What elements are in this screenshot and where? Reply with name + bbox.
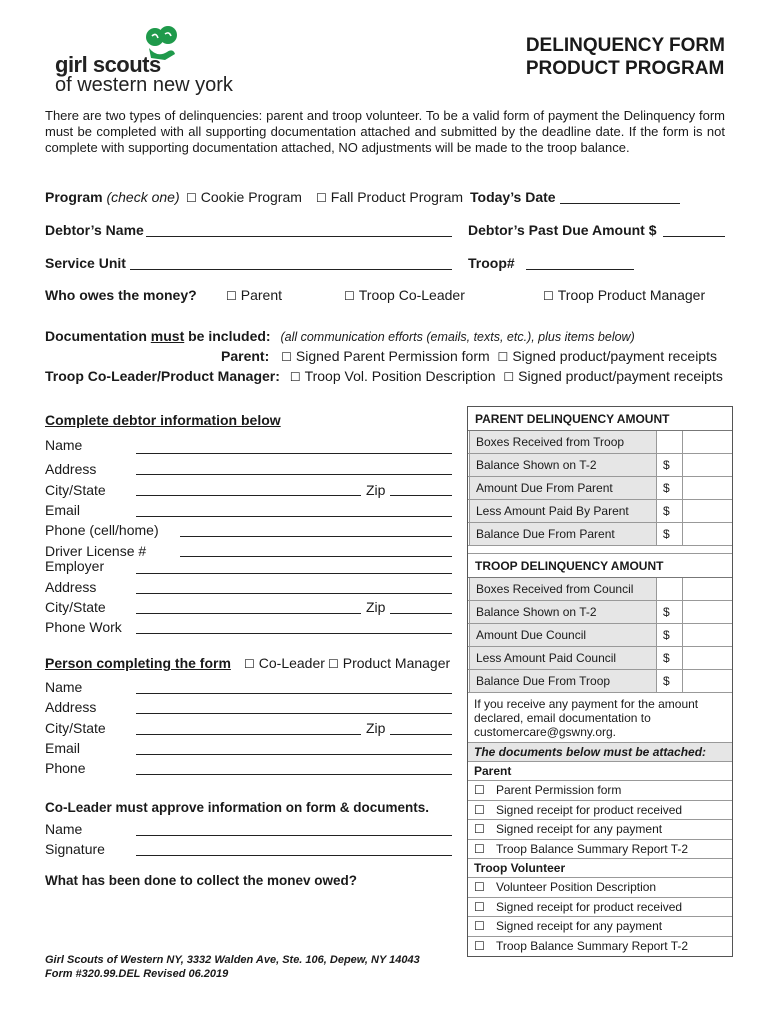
debtor-address-input[interactable] xyxy=(136,474,452,475)
person-zip-label: Zip xyxy=(366,720,386,736)
debtor-field-emp-address: Address xyxy=(45,579,97,595)
troop-number-field[interactable] xyxy=(526,269,634,270)
table-row: Amount Due From Parent $ xyxy=(468,477,732,500)
checkbox-icon[interactable]: ☐ xyxy=(474,802,485,817)
list-item[interactable]: ☐ Signed receipt for product received xyxy=(468,898,732,918)
program-row xyxy=(45,189,180,205)
debtor-email-input[interactable] xyxy=(136,516,452,517)
debtor-field-employer: Employer xyxy=(45,558,105,574)
troop-number-label: Troop# xyxy=(468,255,515,271)
debtor-emp-zip-input[interactable] xyxy=(390,613,452,614)
list-item[interactable]: ☐ Troop Balance Summary Report T-2 xyxy=(468,937,732,957)
approve-heading: Co-Leader must approve information on form & documents. xyxy=(45,800,430,815)
debtor-emp-citystate-input[interactable] xyxy=(136,613,361,614)
checkbox-icon[interactable]: ☐ xyxy=(344,289,355,303)
checkbox-icon[interactable]: ☐ xyxy=(503,370,515,384)
debtor-field-license: Driver License # xyxy=(45,543,147,559)
amount-cell[interactable]: $ xyxy=(657,670,683,692)
debtor-field-name: Name xyxy=(45,437,83,453)
debtor-phone-input[interactable] xyxy=(180,536,452,537)
debtor-field-phone: Phone (cell/home) xyxy=(45,522,159,538)
parent-table-header: PARENT DELINQUENCY AMOUNT xyxy=(468,407,732,431)
todays-date-field[interactable] xyxy=(560,203,680,204)
owes-opt-coleader[interactable]: ☐ Troop Co-Leader xyxy=(344,287,465,303)
intro-paragraph: There are two types of delinquencies: parent and troop volunteer. To be a valid form of payment the Delinquency form must be completed with all supporting documentation attached and submitted by the deadline date. If the form is not complete with supporting documentation attached, NO adjustments will be made to the troop balance. xyxy=(45,108,725,155)
amount-cell[interactable]: $ xyxy=(657,500,683,522)
person-field-citystate: City/State xyxy=(45,720,106,736)
checkbox-icon[interactable]: ☐ xyxy=(328,657,339,671)
amount-cell[interactable] xyxy=(657,431,683,453)
person-citystate-input[interactable] xyxy=(136,734,361,735)
table-row: Boxes Received from Council xyxy=(468,578,732,601)
debtor-citystate-input[interactable] xyxy=(136,495,361,496)
approve-field-name: Name xyxy=(45,821,83,837)
footer-form-number: Form #320.99.DEL Revised 06.2019 xyxy=(45,968,229,980)
person-zip-input[interactable] xyxy=(390,734,452,735)
checkbox-icon[interactable]: ☐ xyxy=(474,880,485,894)
person-email-input[interactable] xyxy=(136,754,452,755)
debtor-name-input[interactable] xyxy=(136,453,452,454)
program-label: Program xyxy=(45,189,103,205)
debtor-field-phone-work: Phone Work xyxy=(45,619,122,635)
debtor-amount-label: Debtor’s Past Due Amount $ xyxy=(468,222,657,238)
checkbox-icon[interactable]: ☐ xyxy=(474,783,485,797)
gs-logo xyxy=(55,24,255,96)
person-field-email: Email xyxy=(45,740,81,756)
amount-cell[interactable]: $ xyxy=(657,601,683,623)
person-heading: Person completing the form xyxy=(45,655,231,671)
list-item[interactable]: ☐ Signed receipt for product received xyxy=(468,801,732,821)
attach-parent-heading: Parent xyxy=(468,762,732,781)
checkbox-icon[interactable]: ☐ xyxy=(244,657,255,671)
amount-cell[interactable]: $ xyxy=(657,454,683,476)
person-opt-coleader[interactable]: ☐ Co-Leader xyxy=(244,655,325,671)
amount-cell[interactable] xyxy=(657,578,683,600)
checkbox-icon[interactable]: ☐ xyxy=(497,350,509,364)
collect-heading: What has been done to collect the monev owed? xyxy=(45,873,358,888)
title-line2: PRODUCT PROGRAM xyxy=(525,58,725,79)
program-opt-cookie[interactable]: ☐ Cookie Program xyxy=(186,189,302,205)
owes-opt-product-manager[interactable]: ☐ Troop Product Manager xyxy=(543,287,706,303)
checkbox-icon[interactable]: ☐ xyxy=(186,191,197,205)
debtor-field-emp-citystate: City/State xyxy=(45,599,106,615)
person-opt-product-manager[interactable]: ☐ Product Manager xyxy=(328,655,451,671)
list-item[interactable]: ☐ Volunteer Position Description xyxy=(468,878,732,898)
troop-table-header: TROOP DELINQUENCY AMOUNT xyxy=(468,554,732,578)
delinquency-table xyxy=(467,406,733,957)
program-hint: (check one) xyxy=(106,189,180,205)
debtor-amount-field[interactable] xyxy=(663,236,725,237)
debtor-field-email: Email xyxy=(45,502,81,518)
table-row: Balance Due From Parent $ xyxy=(468,523,732,546)
person-name-input[interactable] xyxy=(136,693,452,694)
docs-troop-row: Troop Co-Leader/Product Manager: ☐ Troop Vol. Position Description ☐ Signed product/payment receipts xyxy=(45,368,723,384)
debtor-phone-work-input[interactable] xyxy=(136,633,452,634)
debtor-emp-address-input[interactable] xyxy=(136,593,452,594)
approve-field-signature: Signature xyxy=(45,841,105,857)
list-item[interactable]: ☐ Signed receipt for any payment xyxy=(468,917,732,937)
checkbox-icon[interactable]: ☐ xyxy=(474,899,485,914)
who-owes-label: Who owes the money? xyxy=(45,287,197,303)
person-field-phone: Phone xyxy=(45,760,86,776)
amount-cell[interactable]: $ xyxy=(657,523,683,545)
person-field-address: Address xyxy=(45,699,97,715)
checkbox-icon[interactable]: ☐ xyxy=(543,289,554,303)
service-unit-label: Service Unit xyxy=(45,255,126,271)
documentation-row: Documentation must be included: (all communication efforts (emails, texts, etc.), plus items below) xyxy=(45,328,635,344)
debtor-zip-label: Zip xyxy=(366,482,386,498)
debtor-field-address: Address xyxy=(45,461,97,477)
checkbox-icon[interactable]: ☐ xyxy=(289,370,301,384)
logo-text-line2: of western new york xyxy=(55,74,233,96)
form-title xyxy=(526,34,725,80)
debtor-info-heading: Complete debtor information below xyxy=(45,412,281,428)
logo-text-line1: girl scouts xyxy=(55,52,161,77)
checkbox-icon[interactable]: ☐ xyxy=(474,938,485,953)
title-line1: DELINQUENCY FORM xyxy=(525,35,725,56)
debtor-zip-input[interactable] xyxy=(390,495,452,496)
person-address-input[interactable] xyxy=(136,713,452,714)
approve-signature-input[interactable] xyxy=(136,855,452,856)
program-opt-fall[interactable]: ☐ Fall Product Program xyxy=(316,189,464,205)
debtor-name-label: Debtor’s Name xyxy=(45,222,144,238)
checkbox-icon[interactable]: ☐ xyxy=(281,350,292,364)
list-item[interactable]: ☐ Parent Permission form xyxy=(468,781,732,801)
attach-troop-heading: Troop Volunteer xyxy=(468,859,732,878)
approve-name-input[interactable] xyxy=(136,835,452,836)
table-row: Less Amount Paid By Parent $ xyxy=(468,500,732,523)
documentation-hint: (all communication efforts (emails, texts, etc.), plus items below) xyxy=(280,330,635,344)
debtor-license-input[interactable] xyxy=(180,556,452,557)
person-field-name: Name xyxy=(45,679,83,695)
footer xyxy=(45,953,420,981)
table-row: Amount Due Council $ xyxy=(468,624,732,647)
docs-parent-row: Parent: ☐ Signed Parent Permission form ☐ Signed product/payment receipts xyxy=(221,348,717,364)
checkbox-icon[interactable]: ☐ xyxy=(316,191,327,205)
service-unit-field[interactable] xyxy=(130,269,452,270)
amount-cell[interactable]: $ xyxy=(657,647,683,669)
debtor-field-citystate: City/State xyxy=(45,482,106,498)
list-item[interactable]: ☐ Signed receipt for any payment xyxy=(468,820,732,840)
table-row: Boxes Received from Troop xyxy=(468,431,732,454)
table-spacer xyxy=(468,546,732,554)
table-row: Less Amount Paid Council $ xyxy=(468,647,732,670)
checkbox-icon[interactable]: ☐ xyxy=(226,289,237,303)
todays-date-label: Today’s Date xyxy=(470,189,556,205)
checkbox-icon[interactable]: ☐ xyxy=(474,919,485,933)
person-phone-input[interactable] xyxy=(136,774,452,775)
checkbox-icon[interactable]: ☐ xyxy=(474,841,485,856)
checkbox-icon[interactable]: ☐ xyxy=(474,822,485,836)
table-row: Balance Shown on T-2 $ xyxy=(468,454,732,477)
amount-cell[interactable]: $ xyxy=(657,624,683,646)
table-row: Balance Due From Troop $ xyxy=(468,670,732,693)
table-row: Balance Shown on T-2 $ xyxy=(468,601,732,624)
debtor-name-field[interactable] xyxy=(146,236,452,237)
debtor-emp-zip-label: Zip xyxy=(366,599,386,615)
footer-address: Girl Scouts of Western NY, 3332 Walden Ave, Ste. 106, Depew, NY 14043 xyxy=(45,954,420,966)
attach-heading: The documents below must be attached: xyxy=(468,743,732,762)
amount-cell[interactable]: $ xyxy=(657,477,683,499)
list-item[interactable]: ☐ Troop Balance Summary Report T-2 xyxy=(468,840,732,860)
debtor-employer-input[interactable] xyxy=(136,573,452,574)
payment-note: If you receive any payment for the amount declared, email documentation to customercare@gswny.org. xyxy=(468,693,732,743)
owes-opt-parent[interactable]: ☐ Parent xyxy=(226,287,283,303)
